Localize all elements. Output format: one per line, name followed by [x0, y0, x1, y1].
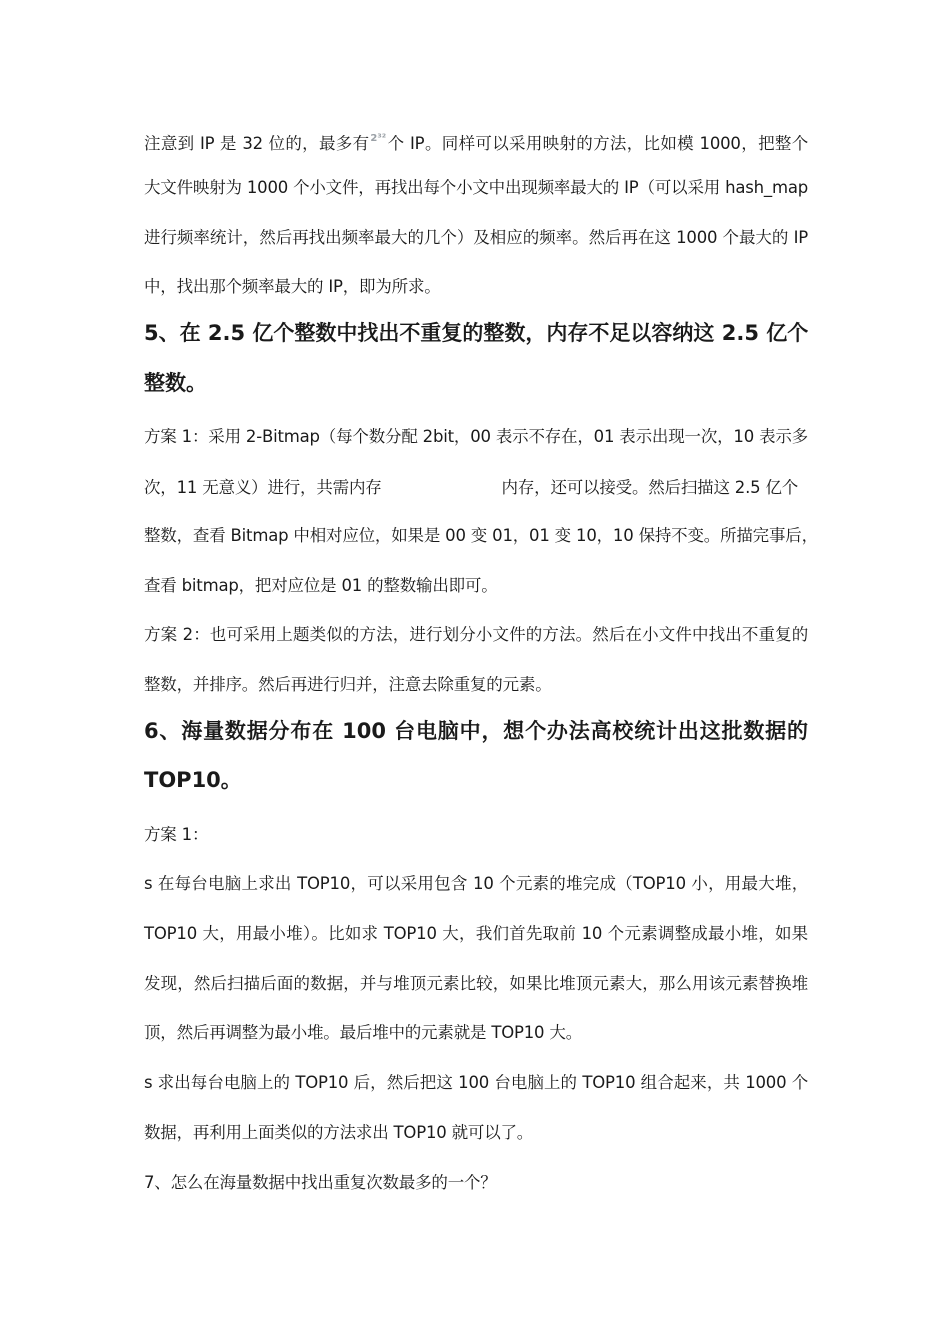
paragraph-line: s 求出每台电脑上的 TOP10 后，然后把这 100 台电脑上的 TOP10 组合起来，共 1000 个: [144, 1073, 808, 1092]
paragraph-line: [144, 477, 808, 499]
section-heading: 6、海量数据分布在 100 台电脑中，想个办法高校统计出这批数据的: [144, 719, 808, 743]
paragraph-line: s 在每台电脑上求出 TOP10，可以采用包含 10 个元素的堆完成（TOP10 小，用最大堆，: [144, 874, 808, 893]
paragraph-line: 顶，然后再调整为最小堆。最后堆中的元素就是 TOP10 大。: [144, 1023, 583, 1042]
paragraph-line: 整数，并排序。然后再进行归并，注意去除重复的元素。: [144, 675, 552, 694]
section-heading: 整数。: [144, 371, 207, 395]
paragraph-line: 中，找出那个频率最大的 IP，即为所求。: [144, 277, 441, 296]
text-span: 内存，还可以接受。然后扫描这 2.5 亿个: [501, 478, 799, 497]
paragraph-line: TOP10 大，用最小堆）。比如求 TOP10 大，我们首先取前 10 个元素调整成最小堆，如果: [144, 924, 808, 943]
paragraph-line: 查看 bitmap，把对应位是 01 的整数输出即可。: [144, 576, 498, 595]
paragraph-line: 大文件映射为 1000 个小文件，再找出每个小文中出现频率最大的 IP（可以采用 hash_map: [144, 178, 809, 197]
paragraph-line: 发现，然后扫描后面的数据，并与堆顶元素比较，如果比堆顶元素大，那么用该元素替换堆: [144, 974, 808, 993]
section-heading: TOP10。: [144, 768, 242, 792]
paragraph-line: 方案 2：也可采用上题类似的方法，进行划分小文件的方法。然后在小文件中找出不重复的: [144, 625, 808, 644]
text-span: 个 IP。同样可以采用映射的方法，比如模 1000，把整个: [387, 134, 808, 153]
section-heading: 5、在 2.5 亿个整数中找出不重复的整数，内存不足以容纳这 2.5 亿个: [144, 321, 809, 345]
exponent-formula: 2³²: [370, 133, 387, 144]
paragraph-line: 数据，再利用上面类似的方法求出 TOP10 就可以了。: [144, 1123, 534, 1142]
text-span: 次，11 无意义）进行，共需内存: [144, 478, 382, 497]
paragraph-line: 整数，查看 Bitmap 中相对应位，如果是 00 变 01，01 变 10，10 保持不变。所描完事后，: [144, 526, 818, 545]
paragraph-line: 方案 1：: [144, 825, 209, 844]
paragraph-line: 方案 1：采用 2-Bitmap（每个数分配 2bit，00 表示不存在，01 表示出现一次，10 表示多: [144, 427, 808, 446]
paragraph-line: [144, 128, 808, 155]
paragraph-line: 7、怎么在海量数据中找出重复次数最多的一个？: [144, 1173, 497, 1192]
text-span: 注意到 IP 是 32 位的，最多有: [144, 134, 370, 153]
paragraph-line: 进行频率统计，然后再找出频率最大的几个）及相应的频率。然后再在这 1000 个最大的 IP: [144, 228, 808, 247]
